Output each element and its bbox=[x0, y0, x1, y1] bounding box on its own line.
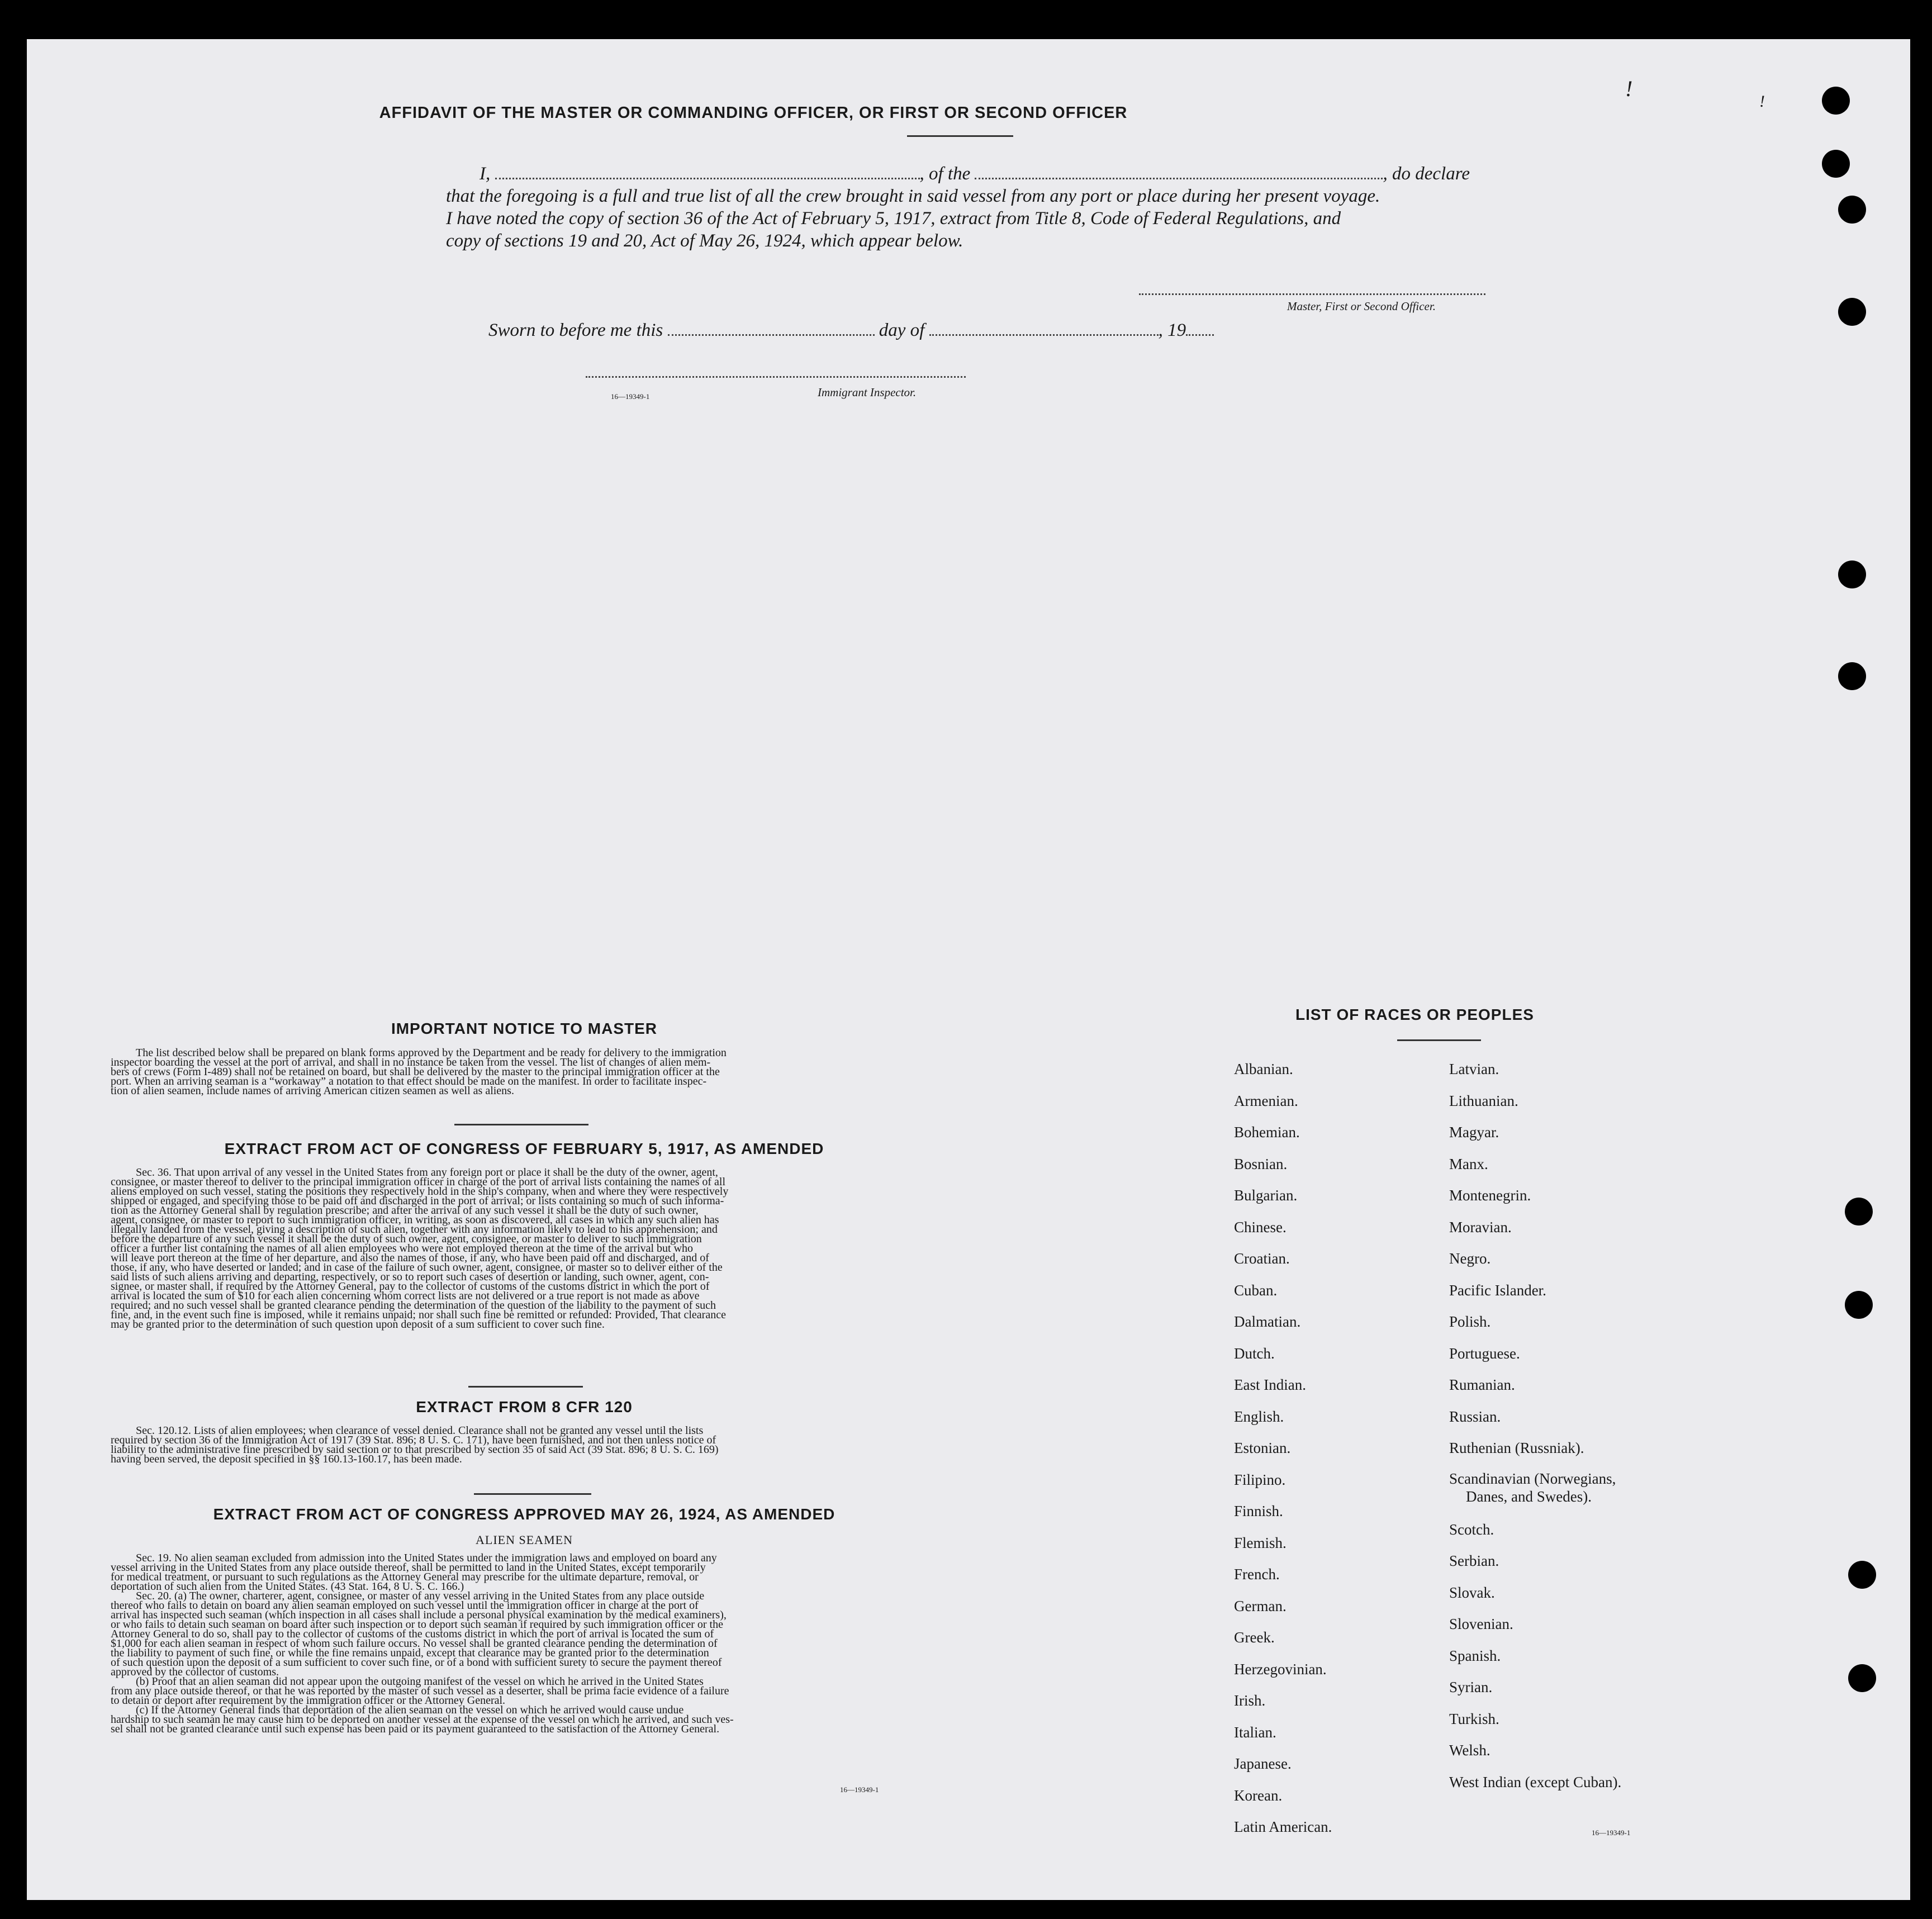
affidavit-declaration-line: I, , of the , do declare bbox=[480, 164, 1470, 184]
race-item: Croatian. bbox=[1234, 1250, 1290, 1267]
race-item: Ruthenian (Russniak). bbox=[1449, 1440, 1584, 1456]
race-item: Bulgarian. bbox=[1234, 1187, 1298, 1204]
text-line: Sec. 20. (a) The owner, charterer, agent, consignee, or master of any vessel arriving in the United States from any place outside bbox=[136, 1590, 705, 1602]
text-line: arrival has inspected such seaman (which inspection in all cases shall include a personal physical examination by the medical examiners), bbox=[111, 1609, 727, 1621]
races-title: LIST OF RACES OR PEOPLES bbox=[1295, 1006, 1534, 1023]
affidavit-text-line: I have noted the copy of section 36 of the Act of February 5, 1917, extract from Title 8, Code of Federal Regulations, and bbox=[446, 208, 1341, 229]
race-item: East Indian. bbox=[1234, 1376, 1306, 1393]
race-item: Estonian. bbox=[1234, 1440, 1291, 1456]
sworn-year-field[interactable] bbox=[1186, 321, 1214, 336]
race-item: Slovenian. bbox=[1449, 1616, 1513, 1632]
race-item: Bosnian. bbox=[1234, 1155, 1288, 1172]
race-item: Montenegrin. bbox=[1449, 1187, 1531, 1204]
text-line: approved by the collector of customs. bbox=[111, 1666, 279, 1678]
text-line: illegally landed from the vessel, giving a description of such alien, together with any information likely to lead to his apprehension; and bbox=[111, 1223, 718, 1236]
race-item: Herzegovinian. bbox=[1234, 1660, 1327, 1678]
form-page bbox=[27, 39, 1910, 1900]
text-line: for medical treatment, or pursuant to such regulations as the Attorney General may prescribe for the ultimate departure, removal, or bbox=[111, 1571, 699, 1583]
race-item: Latin American. bbox=[1234, 1818, 1332, 1835]
race-item: Serbian. bbox=[1449, 1552, 1499, 1569]
race-item: Syrian. bbox=[1449, 1679, 1493, 1695]
text-line: shipped or engaged, and specifying those to be paid off and discharged in the port of arrival; or lists containing so much of such informa- bbox=[111, 1195, 724, 1207]
text-line: bers of crews (Form I-489) shall not be retained on board, but shall be delivered by the master to the principal immigration officer at the bbox=[111, 1066, 720, 1078]
race-item: Lithuanian. bbox=[1449, 1092, 1518, 1109]
sworn-day-field[interactable] bbox=[668, 321, 875, 336]
extract-cfr-paragraph bbox=[111, 1426, 935, 1464]
text-line: having been served, the deposit specified in §§ 160.13-160.17, has been made. bbox=[111, 1453, 462, 1465]
text-line: before the departure of any such vessel it shall be the duty of such owner, agent, consignee, or master to deliver to such immigration bbox=[111, 1233, 702, 1245]
margin-mark: ! bbox=[1625, 76, 1633, 101]
text-line: agent, consignee, or master to report to such immigration officer, in writing, as soon as discovered, all cases in which any such alien has bbox=[111, 1214, 719, 1226]
text-line: fine, and, in the event such fine is imposed, while it remains unpaid; nor shall such fine be remitted or refunded: Provided, That clearance bbox=[111, 1309, 726, 1321]
text-line: liability to the administrative fine prescribed by said section or to that prescribed by section 35 of said Act (39 Stat. 896; 8 U. S. C. 169) bbox=[111, 1443, 719, 1456]
race-item: Scotch. bbox=[1449, 1521, 1494, 1538]
punch-hole bbox=[1848, 1664, 1876, 1692]
race-item: Portuguese. bbox=[1449, 1345, 1520, 1362]
punch-hole bbox=[1838, 298, 1866, 326]
text-line: consignee, or master thereof to deliver to the principal immigration officer in charge of the port of arrival lists containing the names of all bbox=[111, 1176, 726, 1188]
extract-1917-paragraph bbox=[111, 1168, 935, 1329]
inspector-signature-line[interactable] bbox=[586, 376, 966, 378]
race-item: Dutch. bbox=[1234, 1345, 1275, 1362]
race-item: Negro. bbox=[1449, 1250, 1491, 1267]
race-item: Pacific Islander. bbox=[1449, 1281, 1546, 1299]
races-left-column bbox=[1234, 1053, 1332, 1843]
text-line: (b) Proof that an alien seaman did not appear upon the outgoing manifest of the vessel on which he arrived in the United States bbox=[136, 1675, 704, 1688]
race-item: Danes, and Swedes). bbox=[1466, 1488, 1592, 1505]
text-line: the liability to payment of such fine, or while the fine remains unpaid, except that clearance may be granted prior to the determination bbox=[111, 1647, 709, 1659]
punch-hole bbox=[1848, 1561, 1876, 1589]
race-item: Italian. bbox=[1234, 1723, 1276, 1741]
affidavit-text-line: that the foregoing is a full and true list of all the crew brought in said vessel from any port or place during her present voyage. bbox=[446, 186, 1380, 206]
divider bbox=[474, 1493, 591, 1495]
punch-hole bbox=[1838, 196, 1866, 224]
text-line: signee, or master shall, if required by the Attorney General, pay to the collector of customs of the customs district in which the port of bbox=[111, 1280, 710, 1293]
text-line: Sec. 19. No alien seaman excluded from admission into the United States under the immigration laws and employed on board any bbox=[136, 1552, 717, 1564]
text-line: said lists of such aliens arriving and departing, respectively, or so to report such cases of desertion or landing, such owner, agent, con- bbox=[111, 1271, 709, 1283]
text-line: port. When an arriving seaman is a “workaway” a notation to that effect should be made on the manifest. In order to facilitate inspec- bbox=[111, 1075, 707, 1087]
races-right-column bbox=[1449, 1053, 1621, 1798]
race-item: Magyar. bbox=[1449, 1124, 1499, 1141]
punch-hole bbox=[1838, 662, 1866, 690]
text-line: Attorney General to do so, shall pay to the collector of customs of the customs district in which the port of arrival is located the sum of bbox=[111, 1628, 714, 1640]
race-item: Japanese. bbox=[1234, 1755, 1292, 1772]
form-number: 16—19349-1 bbox=[840, 1785, 879, 1794]
text-line: inspector boarding the vessel at the port of arrival, and shall in no instance be taken from the vessel. The list of changes of alien mem- bbox=[111, 1056, 711, 1068]
race-item: Welsh. bbox=[1449, 1742, 1490, 1759]
race-item: Spanish. bbox=[1449, 1647, 1501, 1664]
race-item: Finnish. bbox=[1234, 1503, 1283, 1519]
punch-hole bbox=[1822, 87, 1850, 115]
divider bbox=[454, 1124, 588, 1125]
text-line: may be granted prior to the determination of such question upon deposit of a sum sufficient to cover such fine. bbox=[111, 1318, 605, 1331]
text-line: to detain or deport after requirement by the immigration officer or the Attorney General. bbox=[111, 1694, 506, 1707]
race-item: Filipino. bbox=[1234, 1471, 1286, 1488]
text-line: officer a further list containing the names of all alien employees who were not employed thereon at the time of the arrival but who bbox=[111, 1242, 694, 1255]
signature-line[interactable] bbox=[1139, 293, 1485, 295]
text-line: vessel arriving in the United States from any place outside thereof, shall be permitted to land in the United States, except temporarily bbox=[111, 1561, 706, 1574]
race-item: Korean. bbox=[1234, 1787, 1283, 1804]
affidavit-title: AFFIDAVIT OF THE MASTER OR COMMANDING OFFICER, OR FIRST OR SECOND OFFICER bbox=[379, 104, 1128, 122]
race-item: Chinese. bbox=[1234, 1218, 1287, 1236]
sworn-month-field[interactable] bbox=[929, 321, 1159, 336]
text-line: of such question upon the deposit of a sum sufficient to cover such fine, or of a bond with sufficient surety to secure the payment thereof bbox=[111, 1656, 722, 1669]
punch-hole bbox=[1845, 1291, 1873, 1319]
race-item: Flemish. bbox=[1234, 1534, 1287, 1551]
race-item: French. bbox=[1234, 1566, 1280, 1583]
race-item: Turkish. bbox=[1449, 1710, 1499, 1727]
text-line: tion of alien seamen, include names of arriving American citizen seamen as well as aliens. bbox=[111, 1085, 514, 1097]
notice-paragraph bbox=[111, 1048, 935, 1096]
race-item: Armenian. bbox=[1234, 1092, 1298, 1109]
text-line: deportation of such alien from the United States. (43 Stat. 164, 8 U. S. C. 166.) bbox=[111, 1580, 464, 1593]
race-item: Slovak. bbox=[1449, 1584, 1495, 1601]
race-item: Russian. bbox=[1449, 1408, 1501, 1425]
divider bbox=[468, 1386, 583, 1388]
punch-hole bbox=[1845, 1198, 1873, 1226]
divider bbox=[907, 135, 1013, 137]
race-item: Greek. bbox=[1234, 1629, 1275, 1646]
vessel-field[interactable] bbox=[975, 164, 1383, 179]
text-line: thereof who fails to detain on board any alien seaman employed on such vessel until the immigration officer in charge at the port of bbox=[111, 1599, 699, 1612]
text-line: aliens employed on such vessel, stating the positions they respectively hold in the ship's company, when and where they were respectively bbox=[111, 1185, 729, 1198]
text-line: will leave port thereon at the time of her departure, and also the names of those, if any, who have been paid off and discharged, and of bbox=[111, 1252, 709, 1264]
text-line: sel shall not be granted clearance until such expense has been paid or its payment guaranteed to the satisfaction of the Attorney General. bbox=[111, 1723, 720, 1735]
margin-mark: ! bbox=[1759, 92, 1765, 111]
text-line: or who fails to detain such seaman on board after such inspection or to deport such seaman if required by such immigration officer or the bbox=[111, 1618, 723, 1631]
text-line: Sec. 36. That upon arrival of any vessel in the United States from any foreign port or place it shall be the duty of the owner, agent, bbox=[136, 1166, 718, 1179]
sworn-line: Sworn to before me this day of , 19 bbox=[488, 320, 1271, 341]
extract-1924-title: EXTRACT FROM ACT OF CONGRESS APPROVED MAY 26, 1924, AS AMENDED bbox=[213, 1505, 836, 1523]
text-line: Sec. 120.12. Lists of alien employees; when clearance of vessel denied. Clearance shall not be granted any vessel until the lists bbox=[136, 1424, 704, 1437]
text-line: those, if any, who have deserted or landed; and in case of the failure of such owner, agent, consignee, or master so to deliver either of the bbox=[111, 1261, 723, 1274]
text-line: $1,000 for each alien seaman in respect of whom such failure occurs. No vessel shall be granted clearance pending the determination of bbox=[111, 1637, 718, 1650]
text-line: hardship to such seaman he may cause him to be deported on another vessel at the expense of the vessel on which he arrived, and such ves- bbox=[111, 1713, 734, 1726]
extract-cfr-title: EXTRACT FROM 8 CFR 120 bbox=[416, 1398, 633, 1416]
affidavit-text-line: copy of sections 19 and 20, Act of May 26, 1924, which appear below. bbox=[446, 231, 963, 251]
race-item: Scandinavian (Norwegians, bbox=[1449, 1470, 1616, 1487]
race-item: Bohemian. bbox=[1234, 1124, 1300, 1141]
text-line: required by section 36 of the Immigration Act of 1917 (39 Stat. 896; 8 U. S. C. 171), have been furnished, and not then unless notice of bbox=[111, 1434, 716, 1446]
race-item: Polish. bbox=[1449, 1313, 1491, 1330]
extract-1924-subtitle: ALIEN SEAMEN bbox=[476, 1533, 573, 1547]
text-line: arrival is located the sum of $10 for each alien concerning whom correct lists are not delivered or a true report is not made as above bbox=[111, 1290, 700, 1302]
form-number: 16—19349-1 bbox=[611, 392, 650, 401]
name-field[interactable] bbox=[495, 164, 920, 179]
race-item: English. bbox=[1234, 1408, 1284, 1425]
text-line: from any place outside thereof, or that he was reported by the master of such vessel as a deserter, shall be prima facie evidence of a failure bbox=[111, 1685, 729, 1697]
race-item: West Indian (except Cuban). bbox=[1449, 1773, 1622, 1790]
punch-hole bbox=[1838, 560, 1866, 588]
race-item: Irish. bbox=[1234, 1692, 1266, 1709]
text-line: tion as the Attorney General shall by regulation prescribe; and after the arrival of any such vessel it shall be the duty of such owner, bbox=[111, 1204, 699, 1217]
divider bbox=[1397, 1039, 1481, 1041]
race-item: Albanian. bbox=[1234, 1061, 1293, 1077]
race-item: Latvian. bbox=[1449, 1061, 1499, 1077]
text-line: The list described below shall be prepared on blank forms approved by the Department and be ready for delivery to the immigration bbox=[136, 1047, 727, 1059]
race-item: Moravian. bbox=[1449, 1218, 1512, 1236]
race-item: Cuban. bbox=[1234, 1281, 1278, 1299]
extract-1917-title: EXTRACT FROM ACT OF CONGRESS OF FEBRUARY 5, 1917, AS AMENDED bbox=[224, 1140, 824, 1157]
form-number: 16—19349-1 bbox=[1592, 1828, 1631, 1837]
text-line: (c) If the Attorney General finds that deportation of the alien seaman on the vessel on which he arrived would cause undue bbox=[136, 1704, 684, 1716]
race-item: Dalmatian. bbox=[1234, 1313, 1301, 1330]
text-line: required; and no such vessel shall be granted clearance pending the determination of the question of the liability to the payment of such bbox=[111, 1299, 716, 1312]
race-item: Rumanian. bbox=[1449, 1376, 1515, 1393]
race-item: German. bbox=[1234, 1597, 1287, 1614]
notice-title: IMPORTANT NOTICE TO MASTER bbox=[391, 1020, 658, 1037]
race-item: Manx. bbox=[1449, 1155, 1488, 1172]
signer-label: Master, First or Second Officer. bbox=[1287, 300, 1436, 313]
punch-hole bbox=[1822, 150, 1850, 178]
extract-1924-paragraph bbox=[111, 1554, 935, 1734]
inspector-label: Immigrant Inspector. bbox=[818, 386, 917, 399]
